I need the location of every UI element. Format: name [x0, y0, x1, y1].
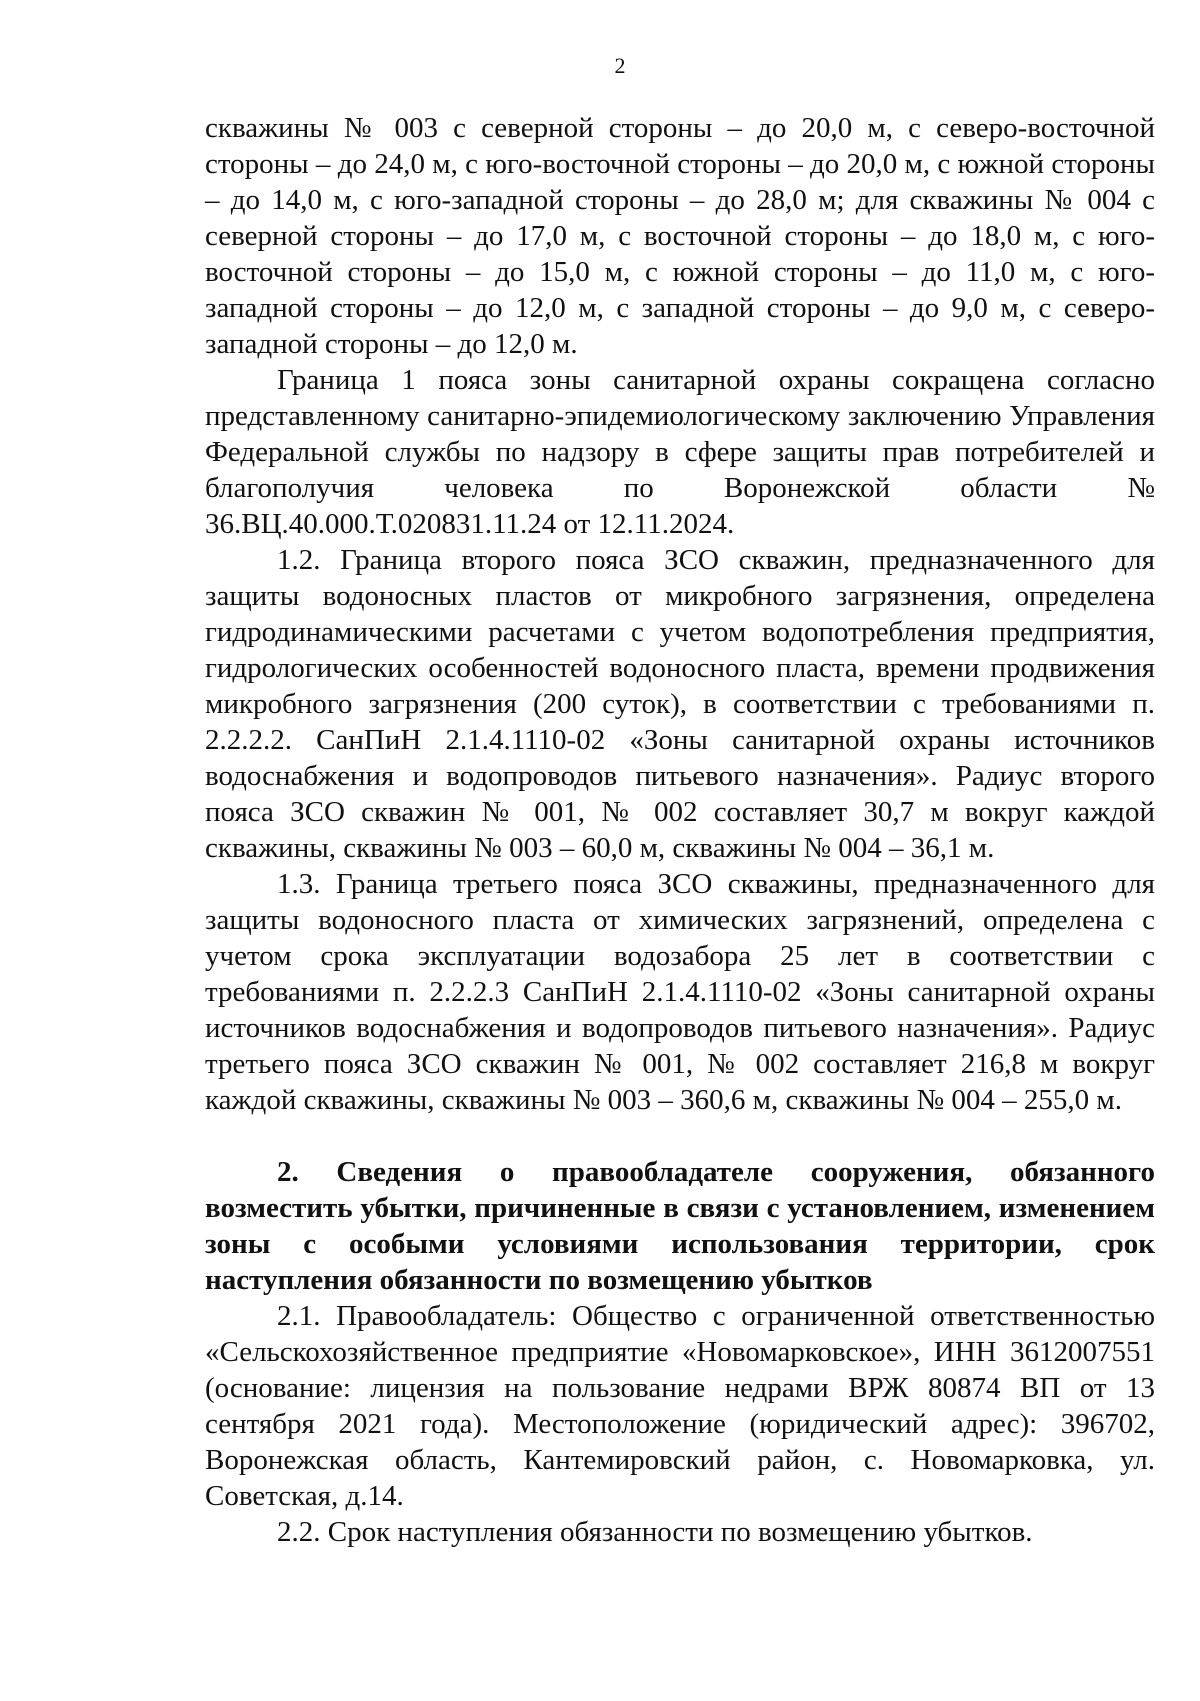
paragraph-section-2-1: 2.1. Правообладатель: Общество с ограниченной ответственностью «Сельскохозяйственное предприятие «Новомарковское», ИНН 3612007551 (основание: лицензия на пользование недрами ВРЖ 80874 ВП от 13 сентября 2021 года). Местоположение (юридический адрес): 396702, Воронежская область, Кантемировский район, с. Новомарковка, ул. Советская, д.14. — [205, 1300, 1155, 1512]
paragraph-zone-1-reduction: Граница 1 пояса зоны санитарной охраны сокращена согласно представленному санитарно-эпидемиологическому заключению Управления Федеральной службы по надзору в сфере защиты прав потребителей и благополучия человека по Воронежской области № 36.ВЦ.40.000.Т.020831.11.24 от 12.11.2024. — [205, 364, 1155, 540]
paragraph-section-1-2: 1.2. Граница второго пояса ЗСО скважин, предназначенного для защиты водоносных пластов от микробного загрязнения, определена гидродинамическими расчетами с учетом водопотребления предприятия, гидрологических особенностей водоносного пласта, времени продвижения микробного загрязнения (200 суток), в соответствии с требованиями п. 2.2.2.2. СанПиН 2.1.4.1110-02 «Зоны санитарной охраны источников водоснабжения и водопроводов питьевого назначения». Радиус второго пояса ЗСО скважин № 001, № 002 составляет 30,7 м вокруг каждой скважины, скважины № 003 – 60,0 м, скважины № 004 – 36,1 м. — [205, 544, 1155, 864]
section-2-heading: 2. Сведения о правообладателе сооружения, обязанного возместить убытки, причиненные в связи с установлением, изменением зоны с особыми условиями использования территории, срок наступления обязанности по возмещению убытков — [205, 1156, 1155, 1296]
paragraph-well-003-004-boundaries: скважины № 003 с северной стороны – до 20,0 м, с северо-восточной стороны – до 24,0 м, с юго-восточной стороны – до 20,0 м, с южной стороны – до 14,0 м, с юго-западной стороны – до 28,0 м; для скважины № 004 с северной стороны – до 17,0 м, с восточной стороны – до 18,0 м, с юго-восточной стороны – до 15,0 м, с южной стороны – до 11,0 м, с юго-западной стороны – до 12,0 м, с западной стороны – до 9,0 м, с северо-западной стороны – до 12,0 м. — [205, 112, 1155, 360]
document-body — [205, 110, 1155, 1550]
page-number: 2 — [614, 53, 626, 78]
paragraph-section-1-3: 1.3. Граница третьего пояса ЗСО скважины, предназначенного для защиты водоносного пласта от химических загрязнений, определена с учетом срока эксплуатации водозабора 25 лет в соответствии с требованиями п. 2.2.2.3 СанПиН 2.1.4.1110-02 «Зоны санитарной охраны источников водоснабжения и водопроводов питьевого назначения». Радиус третьего пояса ЗСО скважин № 001, № 002 составляет 216,8 м вокруг каждой скважины, скважины № 003 – 360,6 м, скважины № 004 – 255,0 м. — [205, 868, 1155, 1116]
paragraph-section-2-2: 2.2. Срок наступления обязанности по возмещению убытков. — [277, 1516, 1033, 1548]
